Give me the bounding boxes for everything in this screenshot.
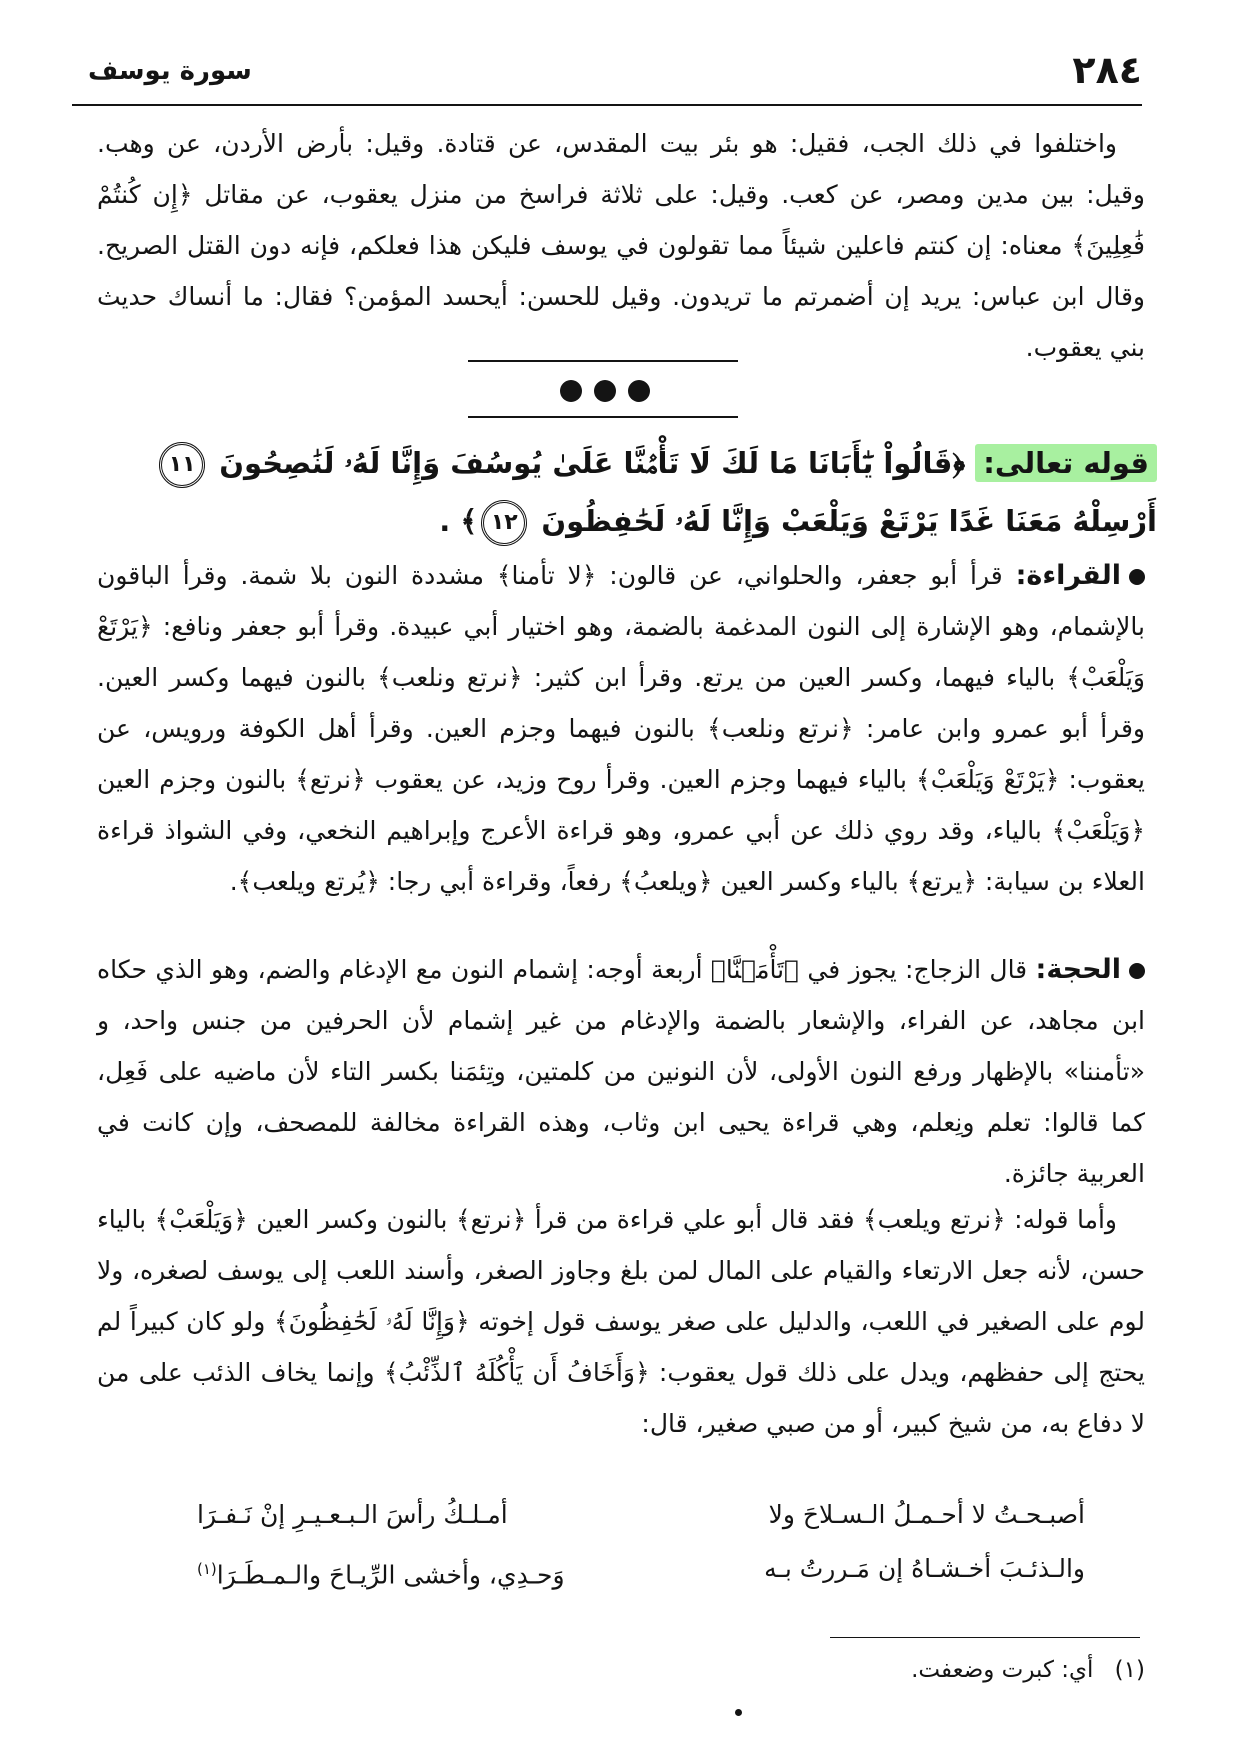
poem-hemistich-text: وَحـدِي، وأخشى الرِّيـاحَ والـمـطَـرَا [216,1560,565,1590]
bullet-icon [1129,569,1145,585]
page-number: ٢٨٤ [1072,48,1142,92]
separator-dot [594,380,616,402]
poem-verse [97,1542,1145,1602]
verse-text-1: ﴿قَالُواْ يَٰٓأَبَانَا مَا لَكَ لَا تَأْمَ۫نَّا عَلَىٰ يُوسُفَ وَإِنَّا لَهُۥ لَنَٰصِحُونَ [219,446,966,480]
footnote-ref[interactable]: (١) [197,1560,217,1578]
poem-first-hemistich: أصبـحـتُ لا أحـمـلُ الـسـلاحَ ولا [768,1500,1085,1529]
poem-first-hemistich: والـذئـبَ أخـشـاهُ إن مَـررتُ بـه [764,1554,1085,1583]
separator-dot [628,380,650,402]
header-rule [72,104,1142,106]
separator-dots [540,380,670,406]
bullet-icon [1129,963,1145,979]
footnote [97,1652,1145,1688]
term-reading: القراءة: [1015,560,1121,591]
verse-text-2: أَرْسِلْهُ مَعَنَا غَدًا يَرْتَعْ وَيَلْعَبْ وَإِنَّا لَهُۥ لَحَٰفِظُونَ [541,504,1157,538]
ayah-marker-12: ١٢ [481,500,527,546]
page-mark [735,1709,742,1716]
footnote-rule [830,1637,1140,1638]
separator-rule-bottom [468,416,738,418]
term-argument: الحجة: [1035,954,1121,985]
footnote-number: (١) [1114,1657,1145,1683]
section-argument [97,944,1145,1199]
paragraph-commentary: وأما قوله: ﴿نرتع ويلعب﴾ فقد قال أبو علي قراءة من قرأ ﴿نرتع﴾ بالنون وكسر العين ﴿وَيَلْعَبْ﴾ بالياء حسن، لأنه جعل الارتعاء والقيام على المال لمن بلغ وجاوز الصغر، وأسند اللعب إلى يوسف لصغره، ولا لوم على الصغير في اللعب، والدليل على صغر يوسف قول إخوته ﴿وَإِنَّا لَهُۥ لَحَٰفِظُونَ﴾ ولو كان كبيراً لم يحتج إلى حفظهم، ويدل على ذلك قول يعقوب: ﴿وَأَخَافُ أَن يَأْكُلَهُ ٱلذِّئْبُ﴾ وإنما يخاف الذئب على من لا دفاع به، من شيخ كبير، أو من صبي صغير، قال: [97,1205,1145,1438]
poem-verse [97,1488,1145,1542]
verse-label: قوله تعالى: [975,444,1157,482]
verse-end: ﴾ . [439,504,478,538]
quran-verse [87,434,1157,550]
poetry-block [97,1488,1145,1602]
sura-title: سورة يوسف [88,56,252,86]
ayah-marker-11: ١١ [159,442,205,488]
separator-rule-top [468,360,738,362]
page-header [72,48,1142,102]
argument-text: قال الزجاج: يجوز في ﴿تَأْمَ۫نَّا﴾ أربعة أوجه: إشمام النون مع الإدغام والضم، وهو الذي حكاه ابن مجاهد، عن الفراء، والإشعار بالضمة والإدغام من غير إشمام لأن الحرفين من جنس واحد، و «تأمننا» بالإظهار ورفع النون الأولى، لأن النونين من كلمتين، وتِئمَنا بكسر التاء لأن ماضيه على فَعِل، كما قالوا: تعلم ونِعلم، وهي قراءة يحيى ابن وثاب، وهذه القراءة مخالفة للمصحف، وإن كانت في العربية جائزة. [97,955,1145,1188]
reading-text: قرأ أبو جعفر، والحلواني، عن قالون: ﴿لا تأمنا﴾ مشددة النون بلا شمة. وقرأ الباقون بالإشمام، وهو الإشارة إلى النون المدغمة بالضمة، وهو اختيار أبي عبيدة. وقرأ أبو جعفر ونافع: ﴿يَرْتَعْ وَيَلْعَبْ﴾ بالياء فيهما، وكسر العين من يرتع. وقرأ ابن كثير: ﴿نرتع ونلعب﴾ بالنون فيهما وكسر العين. وقرأ أبو عمرو وابن عامر: ﴿نرتع ونلعب﴾ بالنون فيهما وجزم العين. وقرأ أهل الكوفة ورويس، عن يعقوب: ﴿يَرْتَعْ وَيَلْعَبْ﴾ بالياء فيهما وجزم العين. وقرأ روح وزيد، عن يعقوب ﴿نرتع﴾ بالنون وجزم العين ﴿وَيَلْعَبْ﴾ بالياء، وقد روي ذلك عن أبي عمرو، وهو قراءة الأعرج وإبراهيم النخعي، وفي الشواذ قراءة العلاء بن سيابة: ﴿يرتع﴾ بالياء وكسر العين ﴿ويلعبُ﴾ رفعاً، وقراءة أبي رجا: ﴿يُرتع ويلعب﴾. [97,561,1145,896]
poem-second-hemistich [197,1542,565,1602]
poem-second-hemistich: أمـلـكُ رأسَ الـبـعـيـرِ إنْ نَـفـرَا [197,1500,508,1529]
footnote-text: أي: كبرت وضعفت. [911,1657,1094,1683]
separator-dot [560,380,582,402]
paragraph-jubb: واختلفوا في ذلك الجب، فقيل: هو بئر بيت المقدس، عن قتادة. وقيل: بأرض الأردن، عن وهب. وقيل: بين مدين ومصر، عن كعب. وقيل: على ثلاثة فراسخ من منزل يعقوب، عن مقاتل ﴿إِن كُنتُمْ فَٰعِلِينَ﴾ معناه: إن كنتم فاعلين شيئاً مما تقولون في يوسف فليكن هذا فعلكم، فإنه دون القتل الصريح. وقال ابن عباس: يريد إن أضمرتم ما تريدون. وقيل للحسن: أيحسد المؤمن؟ فقال: ما أنساك حديث بني يعقوب. [97,129,1145,362]
section-reading [97,550,1145,907]
